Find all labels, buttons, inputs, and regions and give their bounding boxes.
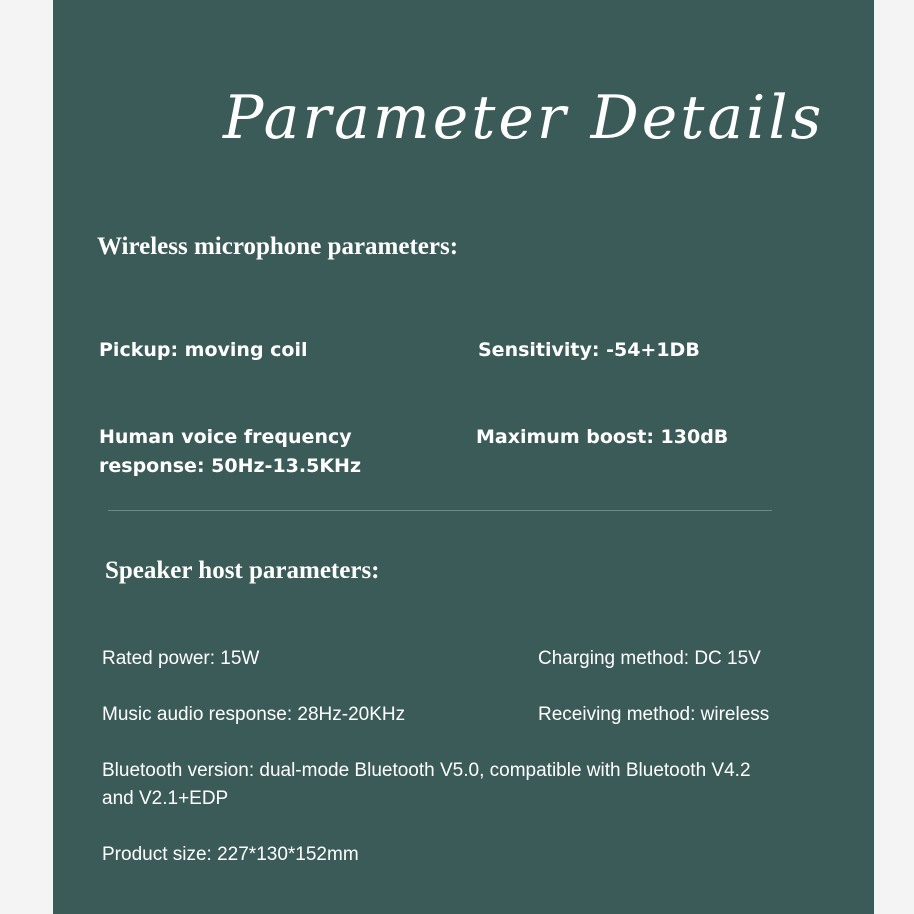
- rated-power-param: Rated power: 15W: [102, 648, 260, 669]
- music-response-param: Music audio response: 28Hz-20KHz: [102, 704, 406, 725]
- bluetooth-param: [102, 757, 872, 813]
- frequency-param-line-2: response: 50Hz-13.5KHz: [99, 455, 362, 477]
- microphone-section-heading: Wireless microphone parameters:: [97, 233, 459, 260]
- pickup-param: Pickup: moving coil: [99, 339, 308, 361]
- frequency-param: [99, 423, 361, 481]
- max-boost-param: Maximum boost: 130dB: [476, 426, 729, 448]
- sensitivity-param: Sensitivity: -54+1DB: [478, 339, 700, 361]
- parameter-panel: [53, 0, 874, 914]
- product-size-param: Product size: 227*130*152mm: [102, 844, 359, 865]
- charging-method-param: Charging method: DC 15V: [538, 648, 761, 669]
- section-divider: [108, 510, 772, 511]
- bluetooth-param-line-1: Bluetooth version: dual-mode Bluetooth V5.0, compatible with Bluetooth V4.2: [102, 760, 751, 781]
- page-title: Parameter Details: [223, 83, 825, 153]
- frequency-param-line-1: Human voice frequency: [99, 426, 352, 448]
- receiving-method-param: Receiving method: wireless: [538, 704, 770, 725]
- speaker-section-heading: Speaker host parameters:: [105, 557, 380, 584]
- bluetooth-param-line-2: and V2.1+EDP: [102, 788, 229, 809]
